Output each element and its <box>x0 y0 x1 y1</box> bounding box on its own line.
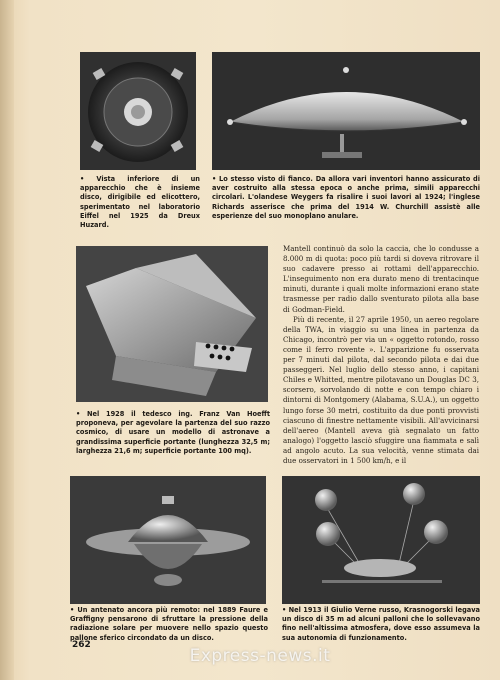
article-paragraph-1: Mantell continuò da solo la caccia, che lo condusse a 8.000 m di quota: poco più tardi si doveva ritrovare il suo cadavere presso ai rottami dell'apparecchio. L'inseguimento non era durato meno di trentacinque minuti, durante i quali molte informazioni erano state trasmesse per radio dallo sventurato pilota alla base di Godman-Field. <box>283 244 479 314</box>
watermark-text: Express-news.it <box>189 646 331 666</box>
caption-middle-left: • Nel 1928 il tedesco ing. Franz Van Hoefft proponeva, per agevolare la partenza del suo razzo cosmico, di usare un modello di astronave a grandissima superficie portante (lunghezza 32,5 m; larghezza 21,6 m; superficie portante 100 mq). <box>76 410 270 455</box>
caption-top-right: • Lo stesso visto di fianco. Da allora vari inventori hanno assicurato di aver costruito alla stessa epoca o anche prima, simili apparecchi circolari. L'olandese Weygers fa risalire i suoi lavori al 1924; l'inglese Richards asserisce che prima del 1914 W. Churchill assistè alle esperienze del suo monoplano anulare. <box>212 175 480 220</box>
page-spine-shadow <box>0 0 14 680</box>
solar-sphere-illustration <box>70 476 266 604</box>
disc-underside-illustration <box>80 52 196 170</box>
disc-side-illustration <box>212 52 480 170</box>
rocket-glider-illustration <box>76 246 268 402</box>
page-number: 262 <box>72 640 91 650</box>
article-body <box>283 244 479 468</box>
article-paragraph-2: Più di recente, il 27 aprile 1950, un aereo regolare della TWA, in viaggio su una linea in partenza da Chicago, incontrò per via un « oggetto rotondo, rosso come il ferro rovente ». L'apparizione fu osservata per 7 minuti dal pilota, dal secondo pilota e dai due passeggeri. Nel luglio dello stesso anno, i capitani Chiles e Whitted, mentre pilotavano un Douglas DC 3, scorsero, sorvolando di notte e con tempo chiaro i dintorni di Montgomery (Alabama, S.U.A.), un oggetto lungo forse 30 metri, costituito da due ponti provvisti ciascuno di finestre nettamente visibili. All'avvicinarsi dell'aereo (Mantell aveva già segnalato un fatto analogo) l'oggetto lasciò sfuggire una fiammata e salì ad angolo acuto. La sua velocità, venne stimata dai due osservatori in 1 500 km/h, e il <box>283 314 479 465</box>
caption-bottom-right: • Nel 1913 il Giulio Verne russo, Krasnogorski legava un disco di 35 m ad alcuni palloni che lo sollevavano fino nell'altissima atmosfera, dove esso assumeva la sua autonomia di funzionamento. <box>282 606 480 642</box>
photo-solar-sphere-disc <box>70 476 266 604</box>
photo-balloon-disc <box>282 476 480 604</box>
photo-disc-side-view <box>212 52 480 170</box>
balloon-disc-illustration <box>282 476 480 604</box>
photo-disc-underside <box>80 52 196 170</box>
caption-top-left: • Vista inferiore di un apparecchio che è insieme disco, dirigibile ed elicottero, sperimentato nel laboratorio Eiffel nel 1925 da Dreux Huzard. <box>80 175 200 230</box>
photo-rocket-glider-model <box>76 246 268 402</box>
caption-bottom-left: • Un antenato ancora più remoto: nel 1889 Faure e Graffigny pensarono di sfruttare la pressione della radiazione solare per muovere nello spazio questo pallone sferico circondato da un disco. <box>70 606 268 642</box>
